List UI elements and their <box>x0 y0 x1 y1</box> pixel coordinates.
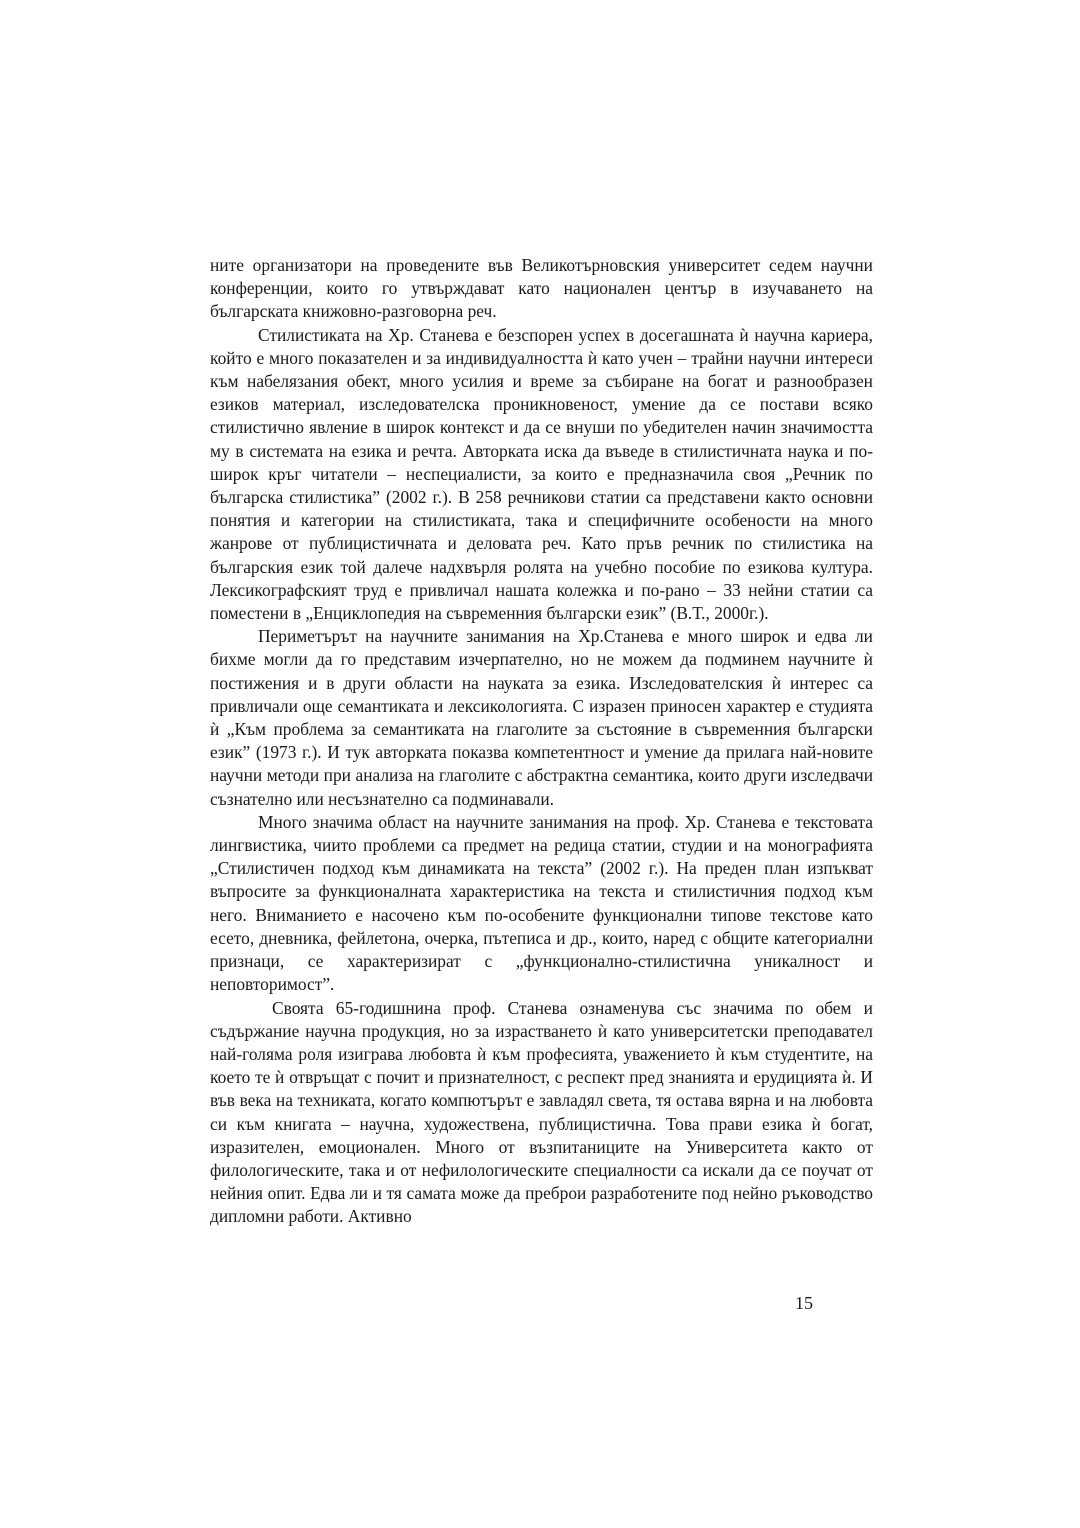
paragraph-4: Много значима област на научните занимания на проф. Хр. Станева е текстовата лингвистика, чиито проблеми са предмет на редица статии, студии и на монографията „Стилистичен подход към динамиката на текста” (2002 г.). На преден план изпъкват въпросите за функционалната характеристика на текста и стилистичния подход към него. Вниманието е насочено към по-особените функционални типове текстове като есето, дневника, фейлетона, очерка, пътеписа и др., които, наред с общите категориални признаци, се характеризират с „функционално-стилистична уникалност и неповторимост”. <box>210 811 873 995</box>
paragraph-2: Стилистиката на Хр. Станева е безспорен успех в досегашната ѝ научна кариера, който е много показателен и за индивидуалността ѝ като учен – трайни научни интереси към набелязания обект, много усилия и време за събиране на богат и разнообразен езиков материал, изследователска проникновеност, умение да се постави всяко стилистично явление в широк контекст и да се внуши по убедителен начин значимостта му в системата на езика и речта. Авторката иска да въведе в стилистичната наука и по-широк кръг читатели – неспециалисти, за които е предназначила своя „Речник по българска стилистика” (2002 г.). В 258 речникови статии са представени както основни понятия и категории на стилистиката, така и специфичните особености на много жанрове от публицистичната и деловата реч. Като пръв речник по стилистика на българския език той далече надхвърля ролята на учебно пособие по езикова култура. Лексикографският труд е привличал нашата колежка и по-рано – 33 нейни статии са поместени в „Енциклопедия на съвременния български език” (В.Т., 2000г.). <box>210 324 873 624</box>
paragraph-3: Периметърът на научните занимания на Хр.Станева е много широк и едва ли бихме могли да го представим изчерпателно, но не можем да подминем научните ѝ постижения и в други области на науката за езика. Изследователския ѝ интерес са привличали още семантиката и лексикологията. С изразен приносен характер е студията ѝ „Към проблема за семантиката на глаголите за състояние в съвременния български език” (1973 г.). И тук авторката показва компетентност и умение да прилага най-новите научни методи при анализа на глаголите с абстрактна семантика, които други изследвачи съзнателно или несъзнателно са подминавали. <box>210 626 873 809</box>
page-number: 15 <box>795 1293 813 1313</box>
paragraph-5: Своята 65-годишнина проф. Станева ознаменува със значима по обем и съдържание научна продукция, но за израстването ѝ като университетски преподавател най-голяма роля изиграва любовта ѝ към професията, уважението ѝ към студентите, на което те ѝ отвръщат с почит и признателност, с респект пред знанията и ерудицията ѝ. И във века на техниката, когато компютърът е завладял света, тя остава вярна и на любовта си към книгата – научна, художествена, публицистична. Това прави езика ѝ богат, изразителен, емоционален. Много от възпитаниците на Университета както от филологическите, така и от нефилологическите специалности са искали да се поучат от нейния опит. Едва ли и тя самата може да преброи разработените под нейно ръководство дипломни работи. Активно <box>210 997 873 1227</box>
paragraph-1: ните организатори на проведените във Великотърновския университет седем научни конференции, които го утвърждават като национален център в изучаването на българската книжовно-разговорна реч. <box>210 255 873 322</box>
body-text <box>210 254 873 1229</box>
